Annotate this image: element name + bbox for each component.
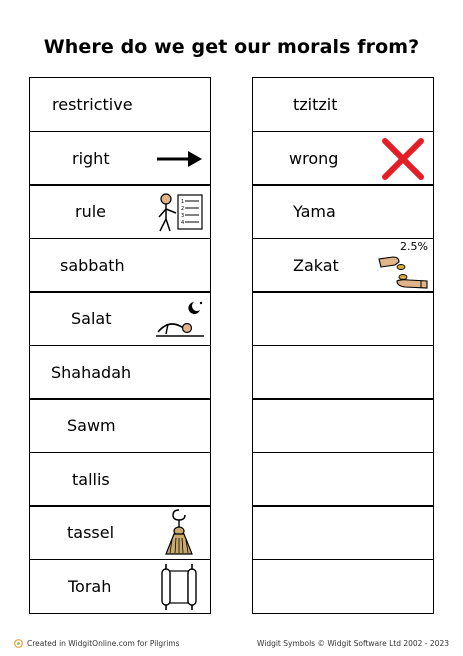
empty-cell [252, 398, 434, 453]
word-cell-sawm [29, 398, 211, 453]
red-cross-icon [381, 137, 425, 181]
word-label: Salat [71, 309, 112, 328]
percentage-label: 2.5% [400, 239, 428, 253]
word-cell-torah [29, 559, 211, 614]
word-cell-sabbath [29, 238, 211, 293]
word-cell-rule [29, 184, 211, 239]
word-label: Zakat [293, 255, 339, 275]
empty-cell [252, 291, 434, 346]
word-label: tallis [72, 469, 110, 489]
empty-cell [252, 559, 434, 614]
word-cell-right [29, 131, 211, 186]
word-label: rule [75, 202, 107, 221]
footer-credit-text: Created in WidgitOnline.com for Pilgrims [27, 639, 180, 648]
giving-hands-icon [377, 253, 431, 291]
svg-text:1: 1 [181, 199, 185, 205]
word-label: wrong [289, 148, 339, 168]
word-label: Shahadah [51, 362, 132, 382]
right-word-column [252, 77, 434, 614]
svg-text:2: 2 [181, 206, 185, 212]
word-label: tassel [67, 523, 115, 542]
word-label: sabbath [60, 255, 125, 275]
torah-scroll-icon [158, 563, 200, 611]
word-cell-yama [252, 184, 434, 239]
word-label: Torah [68, 576, 112, 596]
left-word-column [29, 77, 211, 614]
footer-copyright: Widgit Symbols © Widgit Software Ltd 2002 - 2023 [256, 639, 449, 648]
word-cell-tassel [29, 505, 211, 560]
svg-text:3: 3 [181, 213, 185, 219]
word-cell-salat [29, 291, 211, 346]
arrow-right-icon [156, 149, 204, 169]
prayer-icon [154, 296, 206, 342]
word-cell-restrictive [29, 77, 211, 132]
rule-list-icon [154, 191, 206, 233]
word-label: Yama [293, 202, 336, 221]
footer-credit [14, 639, 180, 648]
word-cell-zakat [252, 238, 434, 293]
word-label: right [72, 148, 110, 168]
word-cell-tallis [29, 452, 211, 507]
empty-cell [252, 345, 434, 400]
empty-cell [252, 452, 434, 507]
word-label: Sawm [67, 416, 116, 435]
tassel-icon [162, 508, 196, 558]
empty-cell [252, 505, 434, 560]
word-cell-wrong [252, 131, 434, 186]
svg-text:4: 4 [181, 220, 185, 226]
word-cell-tzitzit [252, 77, 434, 132]
word-cell-shahadah [29, 345, 211, 400]
page-title: Where do we get our morals from? [43, 36, 420, 58]
widgit-logo-icon [14, 639, 23, 648]
word-label: tzitzit [293, 95, 338, 114]
word-label: restrictive [52, 95, 133, 114]
